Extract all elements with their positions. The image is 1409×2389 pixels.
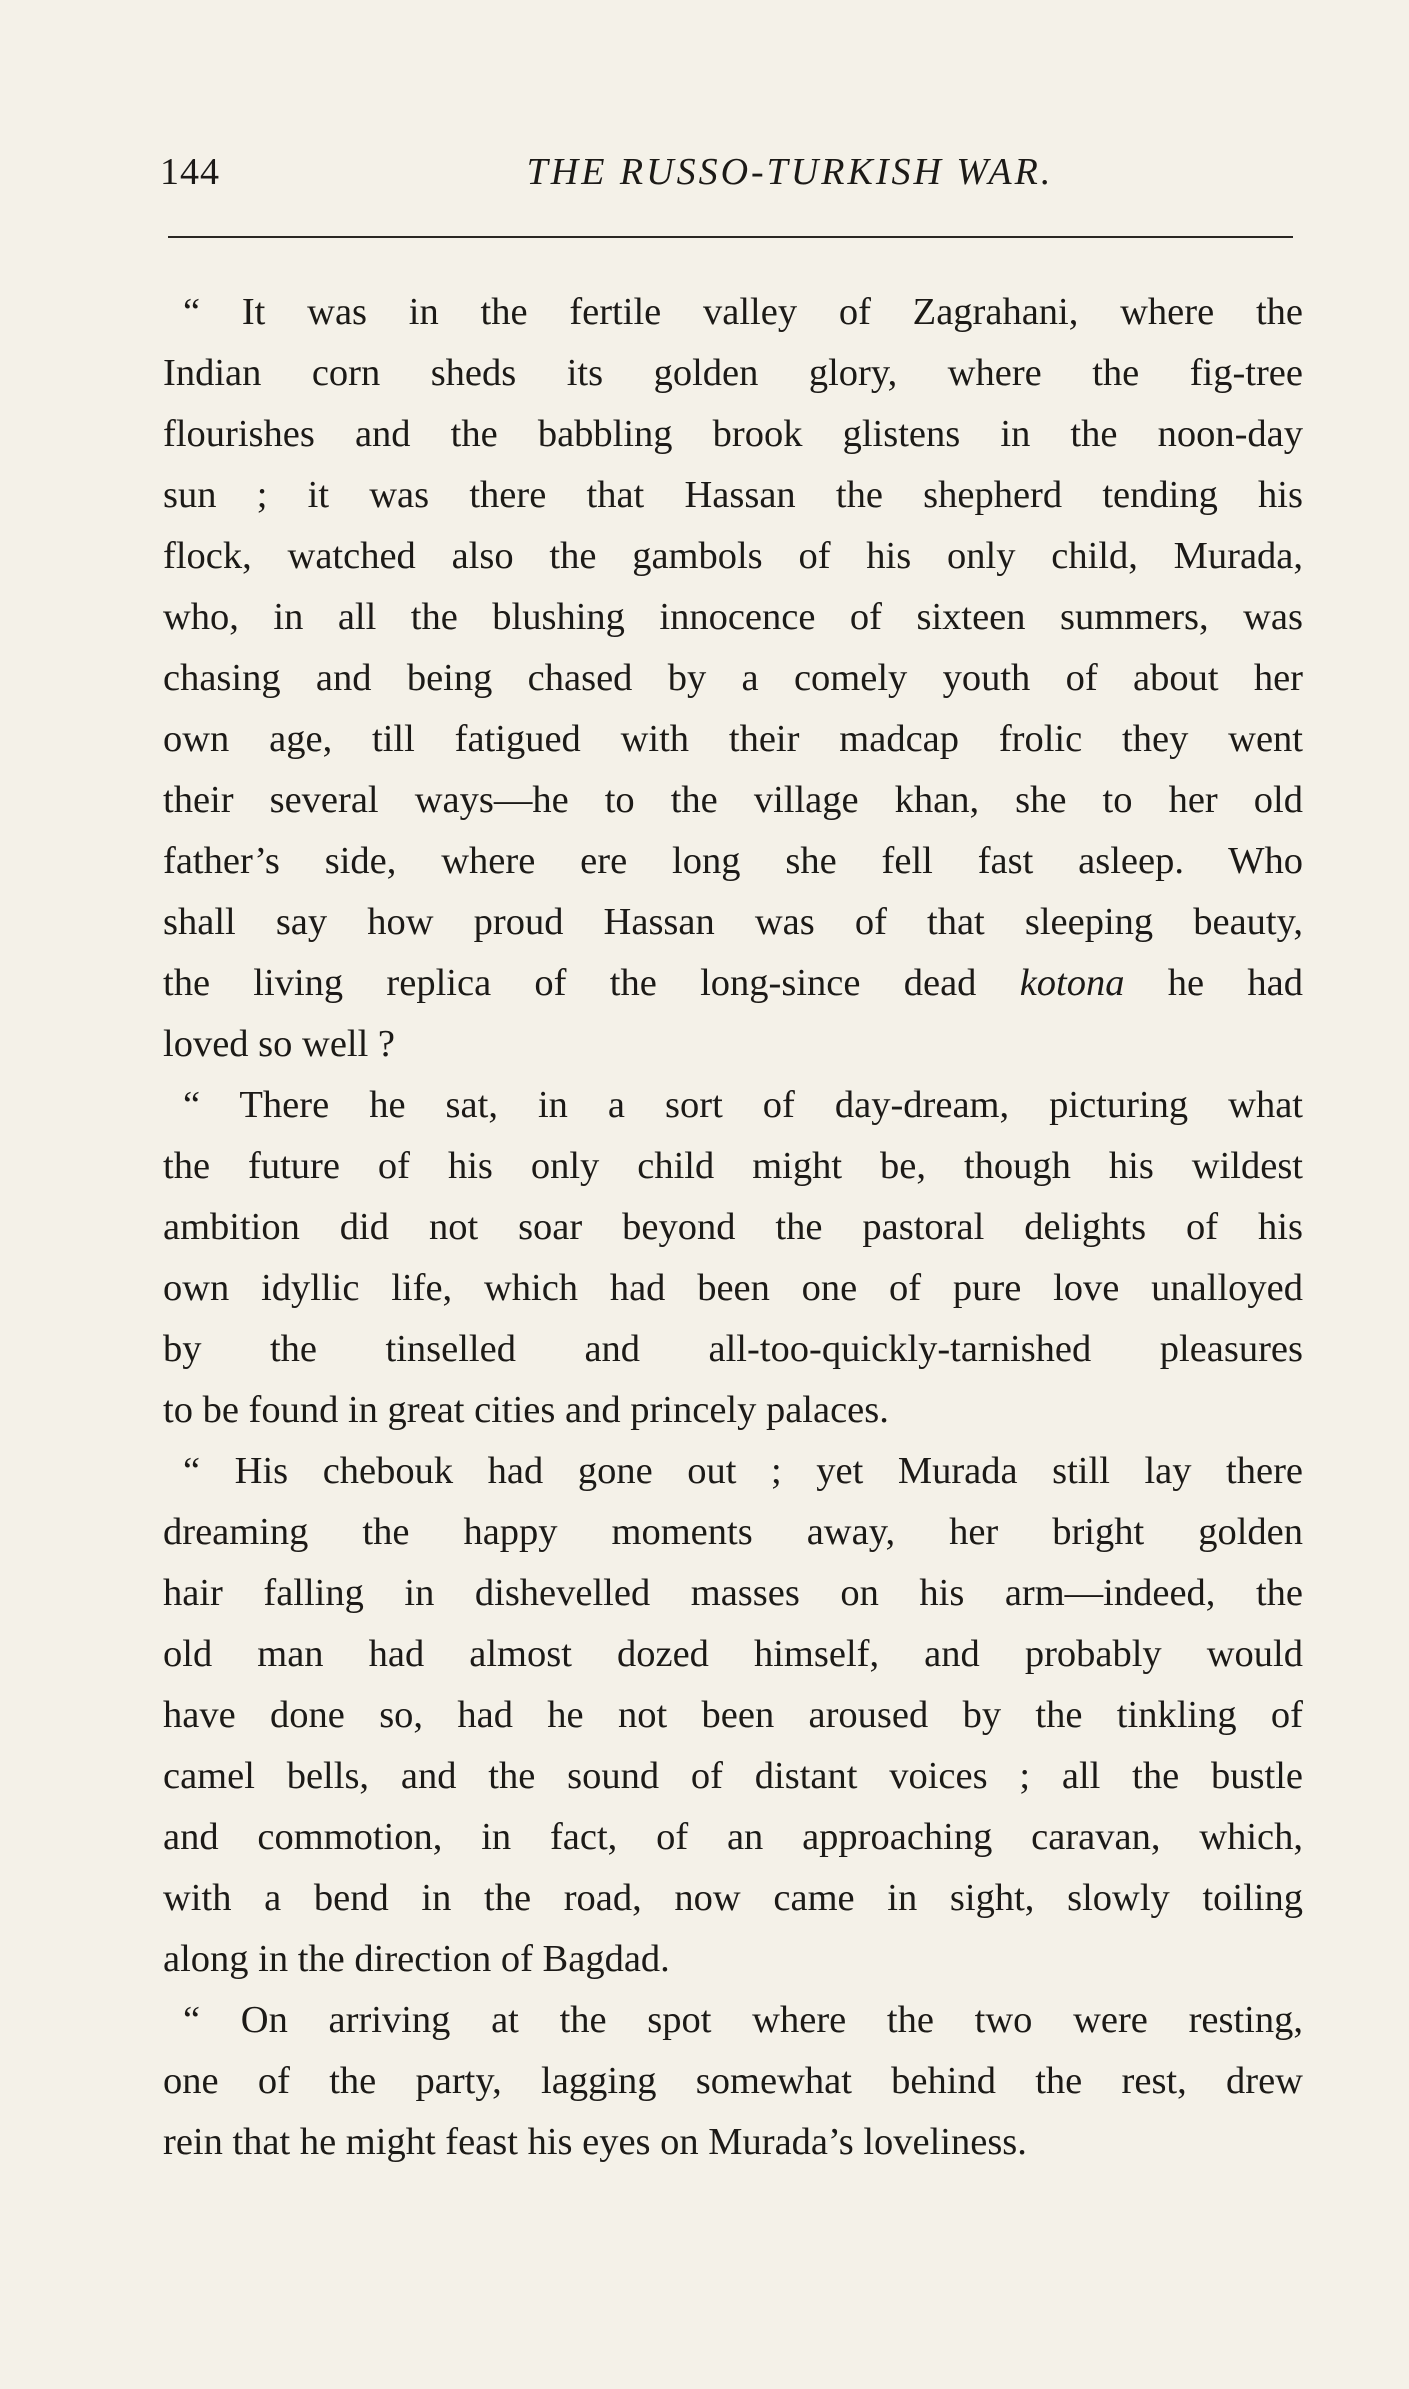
running-title: THE RUSSO-TURKISH WAR. (526, 151, 1054, 193)
text-line: flock, watched also the gambols of his only child, Murada, (163, 535, 1303, 577)
body-text (163, 282, 1303, 2173)
header-rule (168, 236, 1293, 238)
text-line: “ On arriving at the spot where the two were resting, (183, 1999, 1303, 2041)
text-line: Indian corn sheds its golden glory, where the fig-tree (163, 352, 1303, 394)
text-line: own age, till fatigued with their madcap frolic they went (163, 718, 1303, 760)
italic-word: kotona (1019, 962, 1125, 1004)
text-line: chasing and being chased by a comely youth of about her (163, 657, 1303, 699)
text-line: sun ; it was there that Hassan the shepherd tending his (163, 474, 1303, 516)
text-line: with a bend in the road, now came in sight, slowly toiling (163, 1877, 1303, 1919)
text-line: “ It was in the fertile valley of Zagrahani, where the (183, 291, 1303, 333)
text-line: flourishes and the babbling brook glistens in the noon-day (163, 413, 1303, 455)
paragraph-4 (163, 1990, 1303, 2173)
text-fragment: the living replica of the long-since dead (163, 962, 1020, 1004)
paragraph-1 (163, 282, 1303, 1075)
text-line: ambition did not soar beyond the pastoral delights of his (163, 1206, 1303, 1248)
text-line: dreaming the happy moments away, her bright golden (163, 1511, 1303, 1553)
text-line: “ There he sat, in a sort of day-dream, picturing what (183, 1084, 1303, 1126)
text-line: to be found in great cities and princely palaces. (163, 1389, 889, 1431)
text-line: “ His chebouk had gone out ; yet Murada still lay there (183, 1450, 1303, 1492)
text-line: own idyllic life, which had been one of pure love unalloyed (163, 1267, 1303, 1309)
text-line-with-italic (163, 953, 1303, 1014)
text-line: hair falling in dishevelled masses on his arm—indeed, the (163, 1572, 1303, 1614)
text-line: camel bells, and the sound of distant voices ; all the bustle (163, 1755, 1303, 1797)
text-line: the future of his only child might be, though his wildest (163, 1145, 1303, 1187)
text-line: and commotion, in fact, of an approaching caravan, which, (163, 1816, 1303, 1858)
text-line: shall say how proud Hassan was of that sleeping beauty, (163, 901, 1303, 943)
text-line: along in the direction of Bagdad. (163, 1938, 670, 1980)
text-line: father’s side, where ere long she fell fast asleep. Who (163, 840, 1303, 882)
text-line: by the tinselled and all-too-quickly-tarnished pleasures (163, 1328, 1303, 1370)
paragraph-2 (163, 1075, 1303, 1441)
page-number: 144 (160, 151, 220, 193)
text-line: who, in all the blushing innocence of sixteen summers, was (163, 596, 1303, 638)
text-line: one of the party, lagging somewhat behind the rest, drew (163, 2060, 1303, 2102)
text-line: have done so, had he not been aroused by the tinkling of (163, 1694, 1303, 1736)
text-line: their several ways—he to the village khan, she to her old (163, 779, 1303, 821)
text-fragment: he had (1124, 962, 1303, 1004)
text-line: rein that he might feast his eyes on Murada’s loveliness. (163, 2121, 1027, 2163)
paragraph-3 (163, 1441, 1303, 1990)
text-line: loved so well ? (163, 1023, 396, 1065)
text-line: old man had almost dozed himself, and probably would (163, 1633, 1303, 1675)
page-header (160, 150, 1290, 210)
